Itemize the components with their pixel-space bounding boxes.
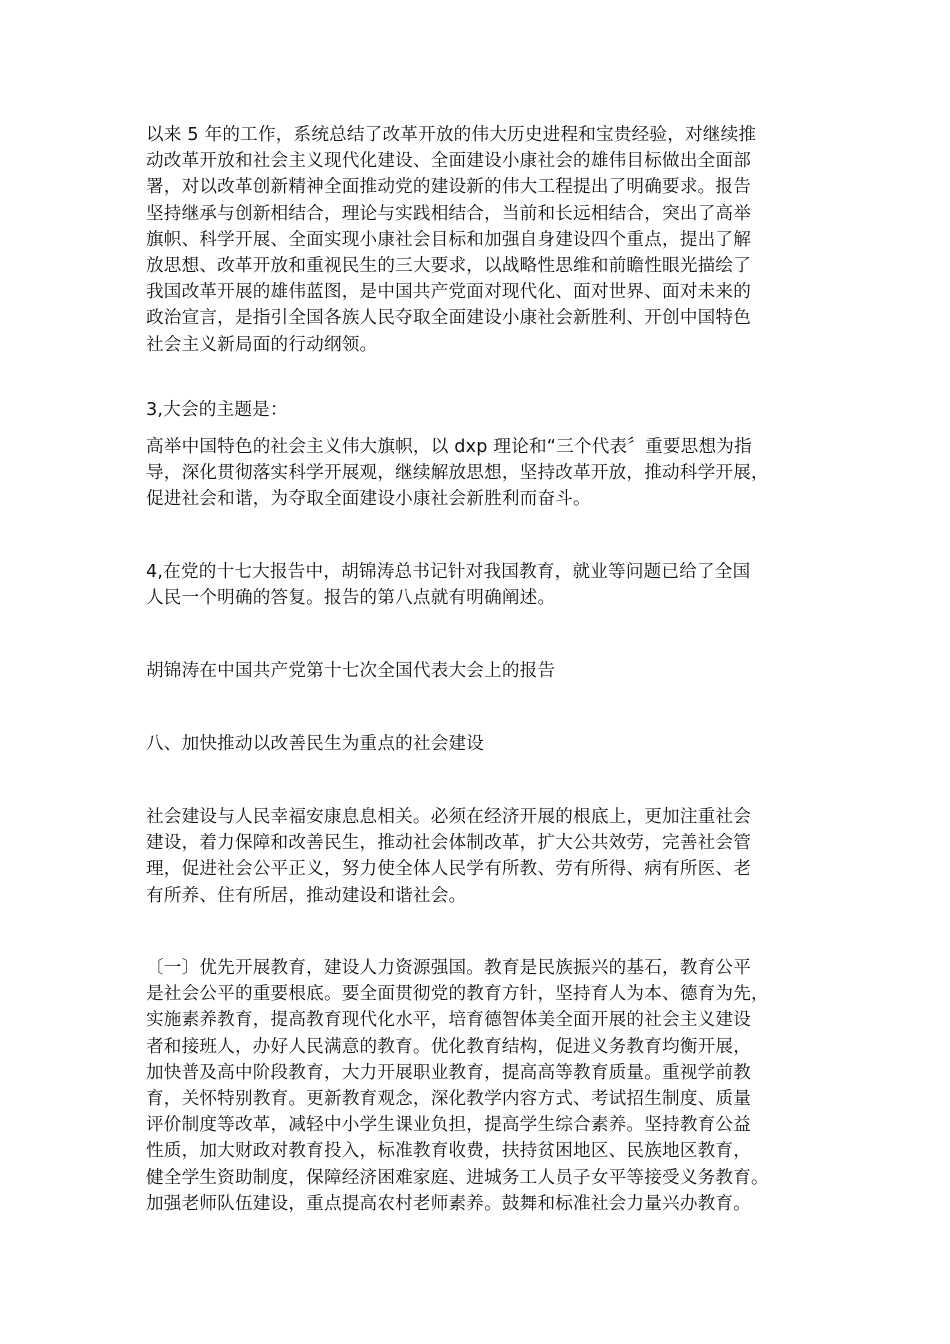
paragraph-line: 旗帜、科学开展、全面实现小康社会目标和加强自身建设四个重点，提出了解: [146, 229, 751, 250]
paragraph-line: 放思想、改革开放和重视民生的三大要求，以战略性思维和前瞻性眼光描绘了: [146, 256, 751, 277]
paragraph-line: 者和接班人，办好人民满意的教育。优化教育结构，促进义务教育均衡开展，: [146, 1036, 751, 1057]
paragraph-line: 我国改革开展的雄伟蓝图，是中国共产党面对现代化、面对世界、面对未来的: [146, 282, 751, 303]
theme-heading: [146, 397, 811, 423]
paragraph-line: 〔一〕优先开展教育，建设人力资源强国。教育是民族振兴的基石，教育公平: [146, 958, 751, 978]
education-paragraph: [146, 955, 811, 1217]
paragraph-line: 导，深化贯彻落实科学开展观，继续解放思想，坚持改革开放，推动科学开展，: [146, 463, 769, 484]
paragraph-line: 促进社会和谐，为夺取全面建设小康社会新胜利而奋斗。: [146, 489, 591, 510]
paragraph-line: 实施素养教育，提高教育现代化水平，培育德智体美全面开展的社会主义建设: [146, 1010, 751, 1031]
paragraph-line: 加强老师队伍建设，重点提高农村老师素养。鼓舞和标准社会力量兴办教育。: [146, 1193, 751, 1214]
section-title-text: 八、加快推动以改善民生为重点的社会建设: [146, 734, 485, 754]
paragraph-line: 以来 5 年的工作，系统总结了改革开放的伟大历史进程和宝贵经验，对继续推: [146, 125, 757, 145]
paragraph-line: 社会主义新局面的行动纲领。: [146, 334, 378, 355]
paragraph-line: 政治宣言，是指引全国各族人民夺取全面建设小康社会新胜利、开创中国特色: [146, 308, 751, 329]
paragraph-line: 理，促进社会公平正义，努力使全体人民学有所教、劳有所得、病有所医、老: [146, 859, 751, 880]
paragraph-line: 健全学生资助制度，保障经济困难家庭、进城务工人员子女平等接受义务教育。: [146, 1167, 769, 1188]
section-title: [146, 731, 811, 757]
intro-paragraph: [146, 122, 811, 358]
paragraph-line: 是社会公平的重要根底。要全面贯彻党的教育方针，坚持育人为本、德育为先，: [146, 984, 769, 1005]
paragraph-line: 评价制度等改革，减轻中小学生课业负担，提高学生综合素养。坚持教育公益: [146, 1115, 751, 1136]
paragraph-line: 有所养、住有所居，推动建设和谐社会。: [146, 885, 467, 906]
paragraph-line: 加快普及高中阶段教育，大力开展职业教育，提高高等教育质量。重视学前教: [146, 1062, 751, 1083]
paragraph-line: 署，对以改革创新精神全面推动党的建设新的伟大工程提出了明确要求。报告: [146, 177, 751, 198]
paragraph-line: 性质，加大财政对教育投入，标准教育收费，扶持贫困地区、民族地区教育，: [146, 1141, 751, 1162]
paragraph-line: 建设，着力保障和改善民生，推动社会体制改革，扩大公共效劳，完善社会管: [146, 833, 751, 854]
item4-paragraph: [146, 559, 811, 611]
paragraph-line: 坚持继承与创新相结合，理论与实践相结合，当前和长远相结合，突出了高举: [146, 203, 751, 224]
paragraph-line: 育，关怀特别教育。更新教育观念，深化教学内容方式、考试招生制度、质量: [146, 1089, 751, 1110]
report-title-text: 胡锦涛在中国共产党第十七次全国代表大会上的报告: [146, 661, 556, 681]
paragraph-line: 社会建设与人民幸福安康息息相关。必须在经济开展的根底上，更加注重社会: [146, 807, 751, 827]
paragraph-line: 动改革开放和社会主义现代化建设、全面建设小康社会的雄伟目标做出全面部: [146, 151, 751, 172]
paragraph-line: 人民一个明确的答复。报告的第八点就有明确阐述。: [146, 588, 556, 609]
report-title: [146, 658, 811, 684]
item3-heading: 3,大会的主题是：: [146, 400, 288, 420]
paragraph-line: 4,在党的十七大报告中，胡锦涛总书记针对我国教育，就业等问题已给了全国: [146, 562, 751, 582]
theme-paragraph: [146, 434, 811, 513]
section-body-paragraph: [146, 804, 811, 909]
paragraph-line: 高举中国特色的社会主义伟大旗帜，以 dxp 理论和“三个代表〞重要思想为指: [146, 437, 752, 457]
